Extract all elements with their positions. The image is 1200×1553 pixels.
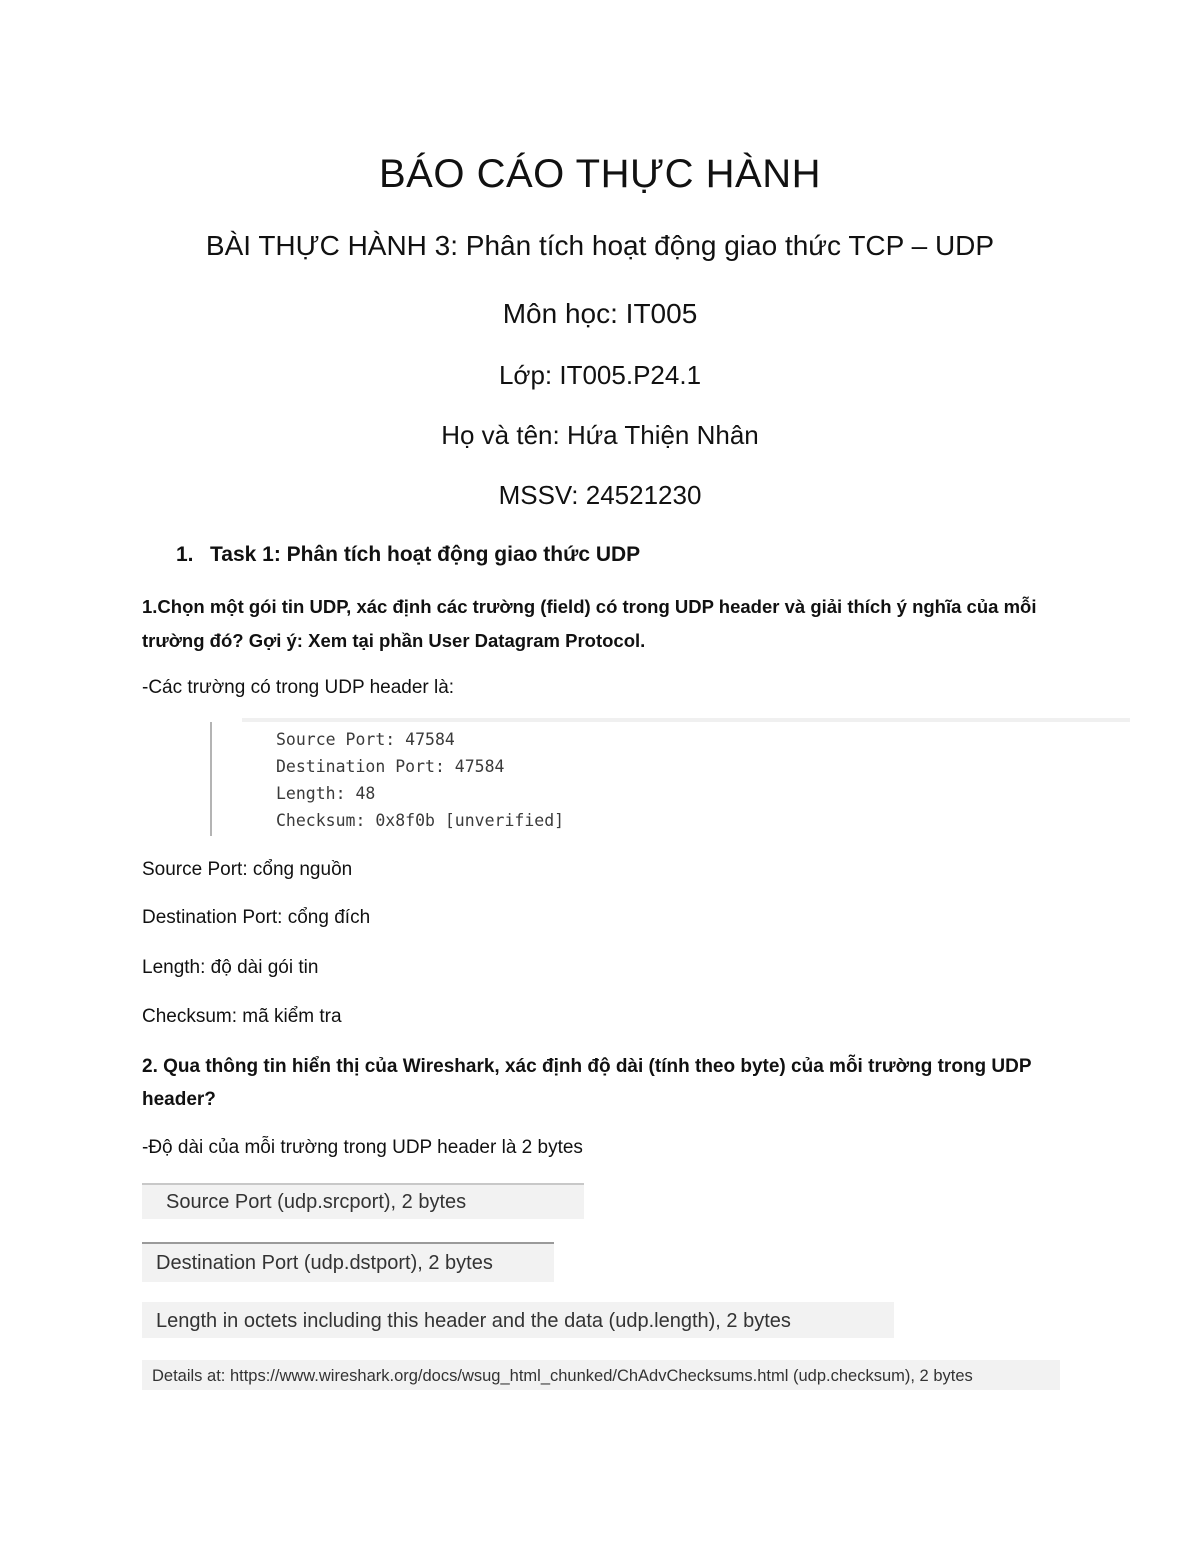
udp-header-screenshot xyxy=(210,712,1130,836)
report-title: BÁO CÁO THỰC HÀNH xyxy=(379,152,821,196)
screenshot-left-border xyxy=(210,722,212,836)
desc-source-port: Source Port: cổng nguồn xyxy=(142,859,353,880)
desc-length: Length: độ dài gói tin xyxy=(142,957,319,978)
task1-heading xyxy=(176,540,640,570)
class-label: Lớp: IT005.P24.1 xyxy=(498,360,702,390)
code-line-length: Length: 48 xyxy=(276,784,376,803)
field-box-destination-port: Destination Port (udp.dstport), 2 bytes xyxy=(142,1242,554,1282)
code-line-destination-port: Destination Port: 47584 xyxy=(276,757,505,776)
task1-heading-text: Task 1: Phân tích hoạt động giao thức UDP xyxy=(210,543,641,566)
udp-header-fields xyxy=(276,726,564,834)
student-id: MSSV: 24521230 xyxy=(498,480,702,510)
field-box-length: Length in octets including this header and the data (udp.length), 2 bytes xyxy=(142,1302,894,1338)
question-2: 2. Qua thông tin hiển thị của Wireshark, xác định độ dài (tính theo byte) của mỗi trường trong UDP header? xyxy=(142,1056,1032,1110)
field-box-checksum: Details at: https://www.wireshark.org/docs/wsug_html_chunked/ChAdvChecksums.html (udp.checksum), 2 bytes xyxy=(142,1360,1060,1390)
lab-subtitle: BÀI THỰC HÀNH 3: Phân tích hoạt động giao thức TCP – UDP xyxy=(205,230,995,261)
course-label: Môn học: IT005 xyxy=(502,298,698,329)
fields-intro: -Các trường có trong UDP header là: xyxy=(142,677,455,698)
code-line-source-port: Source Port: 47584 xyxy=(276,730,455,749)
task1-number: 1. xyxy=(176,543,194,566)
field-length-intro: -Độ dài của mỗi trường trong UDP header là 2 bytes xyxy=(142,1137,583,1158)
code-line-checksum: Checksum: 0x8f0b [unverified] xyxy=(276,811,565,830)
question-1: 1.Chọn một gói tin UDP, xác định các trường (field) có trong UDP header và giải thích ý nghĩa của mỗi trường đó? Gợi ý: Xem tại phần User Datagram Protocol. xyxy=(142,596,1037,651)
student-name: Họ và tên: Hứa Thiện Nhân xyxy=(441,420,759,450)
screenshot-top-border xyxy=(242,718,1130,722)
desc-destination-port: Destination Port: cổng đích xyxy=(142,907,371,928)
field-box-source-port: Source Port (udp.srcport), 2 bytes xyxy=(142,1183,584,1219)
desc-checksum: Checksum: mã kiểm tra xyxy=(142,1006,342,1027)
